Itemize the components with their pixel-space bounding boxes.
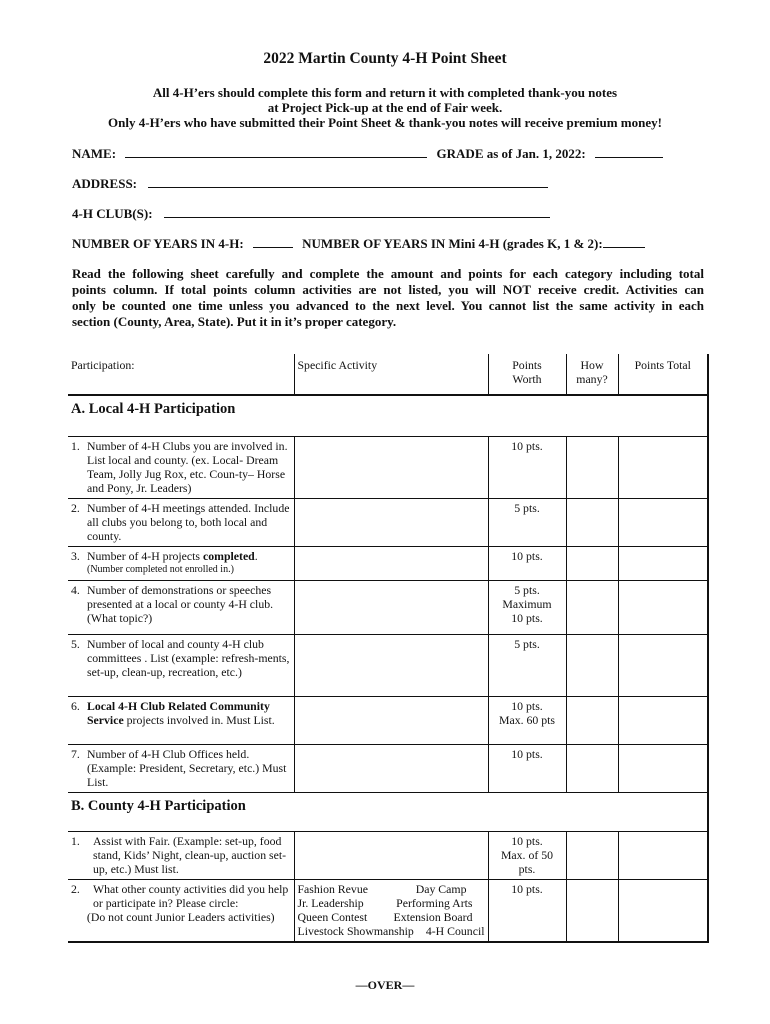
intro-line-2: at Project Pick-up at the end of Fair week. — [267, 100, 503, 115]
how-many-cell[interactable] — [566, 832, 618, 880]
points-worth-line2: Max. of 50 — [500, 848, 554, 862]
points-total-cell[interactable] — [618, 437, 708, 499]
table-row — [68, 547, 708, 581]
row-text-post: projects involved in. Must List. — [123, 713, 275, 727]
instructions-line-2: points column. If total points column activities are not listed, you will NOT receive credit. Activities can — [72, 282, 704, 297]
row-number: 3. — [71, 549, 80, 563]
how-many-cell[interactable] — [566, 745, 618, 793]
table-row — [68, 581, 708, 635]
name-field[interactable] — [125, 147, 427, 158]
address-row — [72, 176, 548, 192]
header-points-total: Points Total — [618, 354, 708, 395]
option-livestock-showmanship[interactable]: Livestock Showmanship — [297, 924, 414, 938]
header-points-worth-line2: Worth — [512, 372, 542, 386]
row-text: What other county activities did you help or participate in? Please circle: — [93, 882, 289, 910]
activity-cell[interactable] — [294, 635, 488, 697]
name-label: NAME: — [72, 146, 117, 161]
points-total-cell[interactable] — [618, 832, 708, 880]
row-a5-description — [68, 635, 294, 697]
points-worth: 5 pts. — [488, 635, 566, 697]
header-points-worth-line1: Points — [512, 358, 542, 372]
table-row — [68, 635, 708, 697]
row-number: 2. — [71, 501, 80, 515]
row-number: 4. — [71, 583, 80, 597]
points-worth: 10 pts. — [488, 547, 566, 581]
row-number: 2. — [71, 882, 80, 896]
header-points-worth — [488, 354, 566, 395]
table-header — [68, 354, 708, 395]
section-a-heading — [68, 395, 708, 437]
row-note: (Do not count Junior Leaders activities) — [86, 910, 275, 924]
points-worth-line2: Maximum — [502, 597, 552, 611]
table-row — [68, 745, 708, 793]
points-total-cell[interactable] — [618, 880, 708, 942]
row-text-pre: Number of 4-H projects — [87, 549, 203, 563]
option-queen-contest[interactable]: Queen Contest — [297, 910, 368, 924]
points-table — [68, 354, 709, 943]
table-row — [68, 880, 708, 942]
row-number: 6. — [71, 699, 80, 713]
activity-cell[interactable] — [294, 547, 488, 581]
row-note: (Number completed not enrolled in.) — [87, 564, 234, 575]
row-number: 5. — [71, 637, 80, 651]
row-a6-description — [68, 697, 294, 745]
row-text: Number of local and county 4-H club committees . List (example: refresh-ments, set-up, clean-up, recreation, etc.) — [87, 637, 290, 679]
address-label: ADDRESS: — [72, 176, 138, 191]
page-title: 2022 Martin County 4-H Point Sheet — [263, 50, 507, 67]
points-total-cell[interactable] — [618, 547, 708, 581]
points-total-cell[interactable] — [618, 745, 708, 793]
activity-cell[interactable] — [294, 499, 488, 547]
points-worth: 10 pts. — [488, 437, 566, 499]
row-text — [87, 699, 291, 727]
header-activity: Specific Activity — [294, 354, 488, 395]
points-total-cell[interactable] — [618, 635, 708, 697]
clubs-row — [72, 206, 550, 222]
row-a7-description — [68, 745, 294, 793]
mini-years-field[interactable] — [603, 237, 645, 248]
row-text-bold: Local 4-H Club Related Community Service — [87, 699, 270, 727]
row-number: 1. — [71, 439, 80, 453]
intro-text — [0, 85, 770, 130]
instructions-line-3: only be counted one time unless you advanced to the next level. You cannot list the same activity in each — [72, 298, 704, 313]
option-4h-council[interactable]: 4-H Council — [425, 924, 485, 938]
table-row — [68, 499, 708, 547]
activity-cell[interactable] — [294, 581, 488, 635]
row-b2-description — [68, 880, 294, 942]
points-worth: 10 pts. — [488, 745, 566, 793]
points-total-cell[interactable] — [618, 581, 708, 635]
header-how-many-line2: many? — [576, 372, 608, 386]
section-a-title: A. Local 4-H Participation — [68, 395, 708, 437]
points-worth: 10 pts. — [488, 880, 566, 942]
row-text: Number of 4-H Club Offices held. (Example: President, Secretary, etc.) Must List. — [87, 747, 287, 789]
option-performing-arts[interactable]: Performing Arts — [396, 896, 473, 910]
points-worth-line3: pts. — [518, 862, 536, 876]
row-text-post: . — [254, 549, 258, 563]
address-field[interactable] — [148, 177, 548, 188]
how-many-cell[interactable] — [566, 880, 618, 942]
points-total-cell[interactable] — [618, 499, 708, 547]
points-worth-line1: 10 pts. — [511, 699, 543, 713]
row-a2-description — [68, 499, 294, 547]
years-field[interactable] — [253, 237, 293, 248]
points-worth-line3: 10 pts. — [511, 611, 543, 625]
how-many-cell[interactable] — [566, 437, 618, 499]
row-text-bold: completed — [202, 549, 255, 563]
option-day-camp[interactable]: Day Camp — [415, 882, 467, 896]
table-row — [68, 697, 708, 745]
years-row — [72, 236, 645, 252]
activity-options — [294, 880, 488, 942]
points-total-cell[interactable] — [618, 697, 708, 745]
how-many-cell[interactable] — [566, 499, 618, 547]
row-text: Number of demonstrations or speeches presented at a local or county 4-H club. (What topic?) — [87, 583, 274, 625]
mini-years-label: NUMBER OF YEARS IN Mini 4-H (grades K, 1 & 2): — [302, 236, 603, 251]
row-a4-description — [68, 581, 294, 635]
row-a3-description — [68, 547, 294, 581]
points-worth-line1: 10 pts. — [511, 834, 543, 848]
points-worth — [488, 581, 566, 635]
instructions-line-4: section (County, Area, State). Put it in it’s proper category. — [72, 314, 397, 329]
clubs-field[interactable] — [164, 207, 550, 218]
header-how-many-line1: How — [580, 358, 604, 372]
points-worth: 5 pts. — [488, 499, 566, 547]
grade-field[interactable] — [595, 147, 663, 158]
option-fashion-revue[interactable]: Fashion Revue — [297, 882, 368, 896]
intro-line-1: All 4-H’ers should complete this form and return it with completed thank-you notes — [152, 85, 618, 100]
activity-cell[interactable] — [294, 745, 488, 793]
points-worth-line2: Max. 60 pts — [498, 713, 556, 727]
points-worth — [488, 832, 566, 880]
header-how-many — [566, 354, 618, 395]
instructions — [72, 266, 704, 330]
points-worth-line1: 5 pts. — [514, 583, 540, 597]
table-row — [68, 437, 708, 499]
table-row — [68, 832, 708, 880]
row-text: Assist with Fair. (Example: set-up, food stand, Kids’ Night, clean-up, auction set-up, etc.) Must list. — [93, 834, 287, 876]
over-footer: —OVER— — [355, 978, 415, 992]
row-text — [87, 549, 258, 563]
section-b-heading — [68, 793, 708, 832]
row-number: 1. — [71, 834, 80, 848]
how-many-cell[interactable] — [566, 547, 618, 581]
option-jr-leadership[interactable]: Jr. Leadership — [297, 896, 364, 910]
row-b1-description — [68, 832, 294, 880]
activity-cell[interactable] — [294, 832, 488, 880]
row-a1-description — [68, 437, 294, 499]
how-many-cell[interactable] — [566, 697, 618, 745]
row-text: Number of 4-H Clubs you are involved in. List local and county. (ex. Local- Dream Team, Jolly Jug Rox, etc. Coun-ty– Horse and Pony, Jr. Leaders) — [87, 439, 288, 495]
section-b-title: B. County 4-H Participation — [68, 793, 708, 832]
points-worth — [488, 697, 566, 745]
activity-cell[interactable] — [294, 697, 488, 745]
how-many-cell[interactable] — [566, 635, 618, 697]
header-participation: Participation: — [68, 354, 294, 395]
how-many-cell[interactable] — [566, 581, 618, 635]
row-number: 7. — [71, 747, 80, 761]
instructions-line-1: Read the following sheet carefully and complete the amount and points for each category including total — [72, 266, 704, 281]
grade-label: GRADE as of Jan. 1, 2022: — [436, 146, 586, 161]
option-extension-board[interactable]: Extension Board — [393, 910, 473, 924]
name-row — [72, 146, 663, 162]
intro-line-3: Only 4-H’ers who have submitted their Point Sheet & thank-you notes will receive premium money! — [108, 115, 662, 130]
activity-cell[interactable] — [294, 437, 488, 499]
row-text: Number of 4-H meetings attended. Include all clubs you belong to, both local and county. — [87, 501, 290, 543]
clubs-label: 4-H CLUB(S): — [72, 206, 153, 221]
years-label: NUMBER OF YEARS IN 4-H: — [72, 236, 244, 251]
